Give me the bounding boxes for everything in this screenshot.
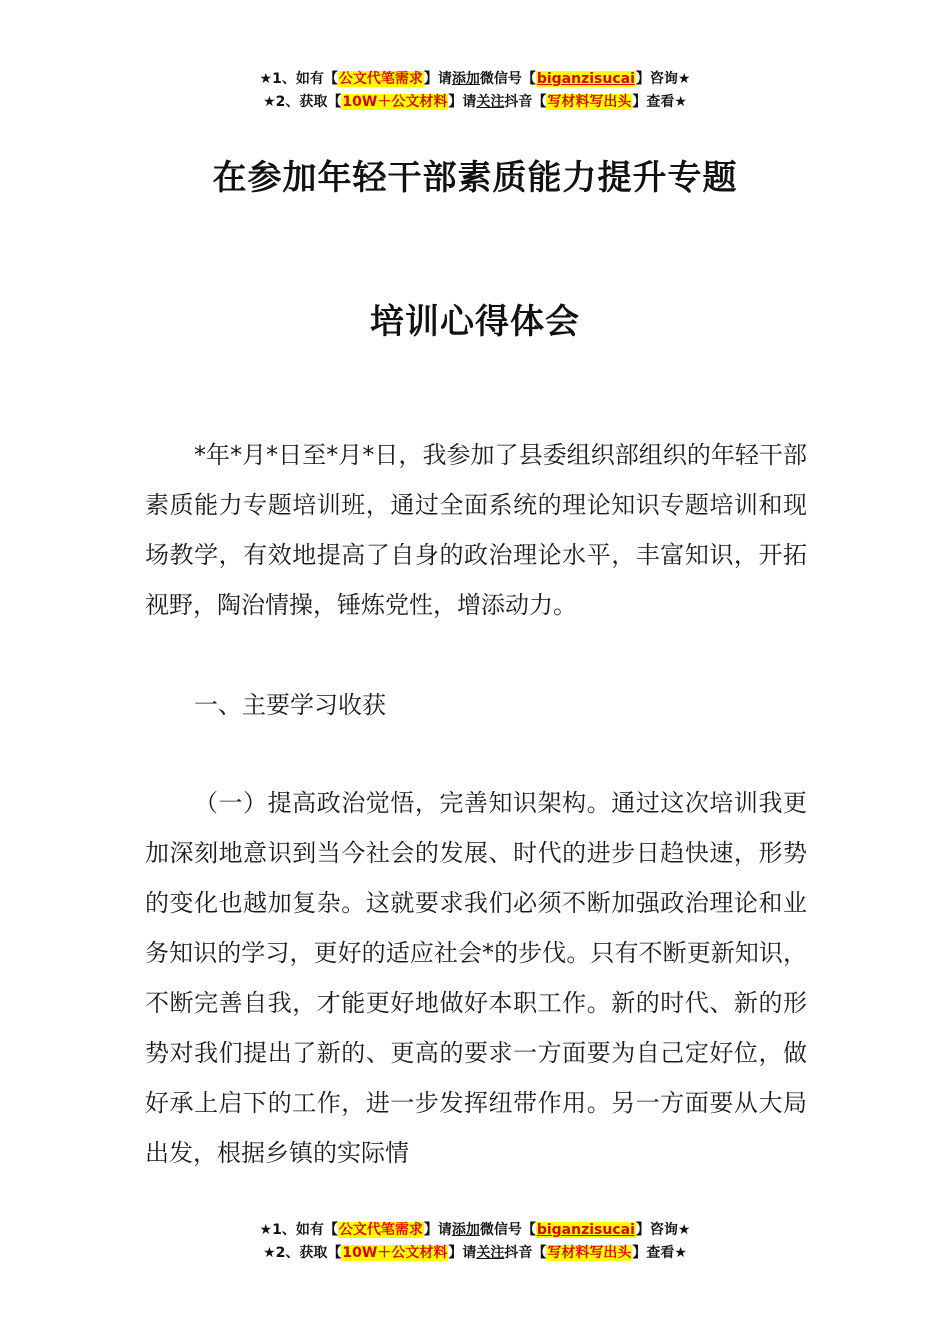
promo-text: 】请 [448,94,477,110]
promo-line-2 [0,91,950,114]
promo-underlined: 添加 [451,71,480,87]
promo-text: 抖音【 [504,94,547,110]
douyin-id: 写材料写出头 [547,1245,632,1261]
promo-line-1 [0,68,950,91]
promo-text: 抖音【 [504,1245,547,1261]
paragraph-text: *年*月*日至*月*日，我参加了县委组织部组织的年轻干部素质能力专题培训班，通过全面系统的理论知识专题培训和现场教学，有效地提高了自身的政治理论水平，丰富知识，开拓视野，陶治情操，锤炼党性，增添动力。 [145,441,807,619]
promo-banner-top [0,68,950,114]
promo-text: 】请 [448,1245,477,1261]
body-paragraph-2 [145,778,807,1178]
promo-text: 】查看★ [632,1245,687,1261]
promo-text: 】咨询★ [635,71,691,87]
promo-underlined: 关注 [476,94,505,110]
document-title-line-1: 在参加年轻干部素质能力提升专题 [212,158,738,198]
promo-underlined: 关注 [476,1245,505,1261]
promo-line-1 [0,1219,950,1242]
heading-text: 一、主要学习收获 [194,691,386,719]
promo-text: ★1、如有【 [259,71,338,87]
promo-banner-bottom [0,1219,950,1265]
promo-text: 】请 [423,71,452,87]
promo-underlined: 添加 [451,1222,480,1238]
promo-text: ★2、获取【 [263,1245,342,1261]
section-heading-1 [145,680,807,730]
promo-text: 】请 [423,1222,452,1238]
promo-text: ★2、获取【 [263,94,342,110]
promo-highlight: 公文代笔需求 [338,1222,423,1238]
promo-text: ★1、如有【 [259,1222,338,1238]
promo-line-2 [0,1242,950,1265]
body-paragraph-1 [145,430,807,630]
promo-highlight: 10W＋公文材料 [342,1245,448,1261]
promo-highlight: 公文代笔需求 [338,71,423,87]
wechat-id: biganzisucai [536,71,635,87]
promo-text: 】查看★ [632,94,687,110]
promo-highlight: 10W＋公文材料 [342,94,448,110]
douyin-id: 写材料写出头 [547,94,632,110]
promo-text: 微信号【 [479,1222,536,1238]
promo-text: 微信号【 [479,71,536,87]
promo-text: 】咨询★ [635,1222,691,1238]
wechat-id: biganzisucai [536,1222,635,1238]
document-title-line-2: 培训心得体会 [370,302,580,342]
paragraph-text: （一）提高政治觉悟，完善知识架构。通过这次培训我更加深刻地意识到当今社会的发展、时代的进步日趋快速，形势的变化也越加复杂。这就要求我们必须不断加强政治理论和业务知识的学习，更好的适应社会*的步伐。只有不断更新知识，不断完善自我，才能更好地做好本职工作。新的时代、新的形势对我们提出了新的、更高的要求一方面要为自己定好位，做好承上启下的工作，进一步发挥纽带作用。另一方面要从大局出发，根据乡镇的实际情 [145,789,807,1167]
